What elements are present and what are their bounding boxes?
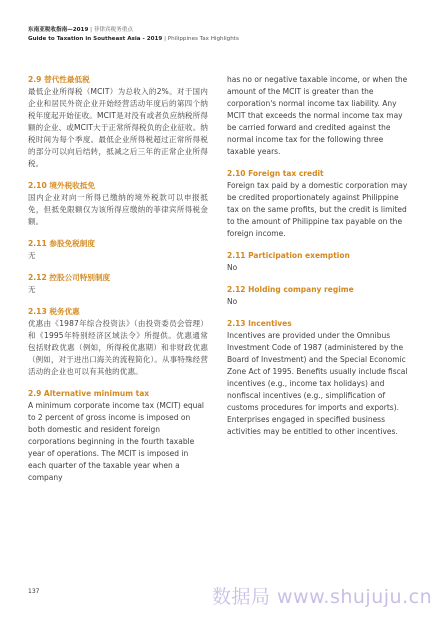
section-2-12-zh — [28, 272, 208, 296]
section-heading: 2.12 Holding company regime — [227, 285, 354, 294]
section-2-9-en-continued — [227, 74, 410, 158]
section-2-13-en — [227, 318, 410, 438]
section-2-9-en — [28, 388, 208, 484]
section-body: 国内企业对向一所得已缴纳的境外税款可以申报抵免，但抵免限额仅为该所得应缴纳的菲律宾所得税金额。 — [28, 193, 208, 226]
section-2-11-zh — [28, 238, 208, 262]
section-heading: 2.11 Participation exemption — [227, 251, 350, 260]
section-heading: 2.10 境外税收抵免 — [28, 181, 95, 190]
section-body: 优惠由《1987年综合投资法》（由投资委员会管理）和《1995年特别经济区域法令》所提供。优惠通常包括财政优惠（例如，所得税优惠期）和非财政优惠（例如，对于进出口海关的流程简化）。从事特殊经营活动的企业也可以有其他的优惠。 — [28, 319, 208, 376]
section-body: A minimum corporate income tax (MCIT) equal to 2 percent of gross income is imposed on both domestic and resident foreign corporations beginning in the fourth taxable year of operations. The MCIT is imposed in each quarter of the taxable year when a company — [28, 401, 205, 482]
section-heading: 2.9 替代性最低税 — [28, 75, 90, 84]
header-zh-title: 东南亚税收指南 — [28, 27, 68, 33]
section-heading: 2.11 参股免税制度 — [28, 239, 95, 248]
section-2-13-zh — [28, 306, 208, 378]
section-body: Incentives are provided under the Omnibus Investment Code of 1987 (administered by the Board of Investment) and the Special Economic Zone Act of 1995. Benefits usually include fiscal incentives (e.g., income tax holidays) and nonfiscal incentives (e.g., simplification of customs procedures for imports and exports). Enterprises engaged in specified business activities may be entitled to other incentives. — [227, 331, 408, 436]
section-body: No — [227, 263, 238, 272]
section-heading: 2.12 控股公司特别制度 — [28, 273, 111, 282]
section-body: Foreign tax paid by a domestic corporation may be credited proportionately against Philippine tax on the same profits, but the credit is limited to the amount of Philippine tax payable on the foreign income. — [227, 181, 408, 238]
page-number: 137 — [28, 588, 40, 595]
section-heading: 2.9 Alternative minimum tax — [28, 389, 150, 398]
section-2-10-en — [227, 168, 410, 240]
left-column — [28, 74, 208, 494]
section-heading: 2.13 税务优惠 — [28, 307, 80, 316]
section-heading: 2.10 Foreign tax credit — [227, 169, 324, 178]
header-en-subtitle: Philippines Tax Highlights — [167, 36, 239, 42]
section-heading: 2.13 Incentives — [227, 319, 292, 328]
header-en-title: Guide to Taxation in Southeast Asia - 2019 — [28, 36, 163, 42]
header-zh-year: —2019 — [67, 27, 89, 33]
section-body: 无 — [28, 251, 36, 260]
section-2-11-en — [227, 250, 410, 274]
header-zh-line: 东南亚税收指南—2019 | 菲律宾税务重点 — [28, 27, 133, 33]
section-body: has no or negative taxable income, or when the amount of the MCIT is greater than the corporation's normal income tax liability. Any MCIT that exceeds the normal income tax may be carried forward and credited against the normal income tax for the following three taxable years. — [227, 75, 408, 156]
header-zh-subtitle: 菲律宾税务重点 — [93, 27, 133, 33]
section-body: 无 — [28, 285, 36, 294]
page-header — [28, 26, 418, 44]
section-2-12-en — [227, 284, 410, 308]
section-2-10-zh — [28, 180, 208, 228]
section-body: No — [227, 297, 238, 306]
watermark: 数据局 www.shujuju.cn — [212, 586, 433, 608]
header-en-line: Guide to Taxation in Southeast Asia - 2019 | Philippines Tax Highlights — [28, 36, 239, 42]
right-column — [227, 74, 410, 448]
section-2-9-zh — [28, 74, 208, 170]
section-body: 最低企业所得税（MCIT）为总收入的2%。对于国内企业和居民外资企业开始经营活动年度后的第四个纳税年度起开始征收。MCIT是对没有或者负应纳税所得额的企业、或MCIT大于正常所得税负的企业征收。纳税时间为每个季度。最低企业所得税超过正常所得税的部分可以向后结转，抵减之后三年的正常企业所得税。 — [28, 87, 208, 168]
